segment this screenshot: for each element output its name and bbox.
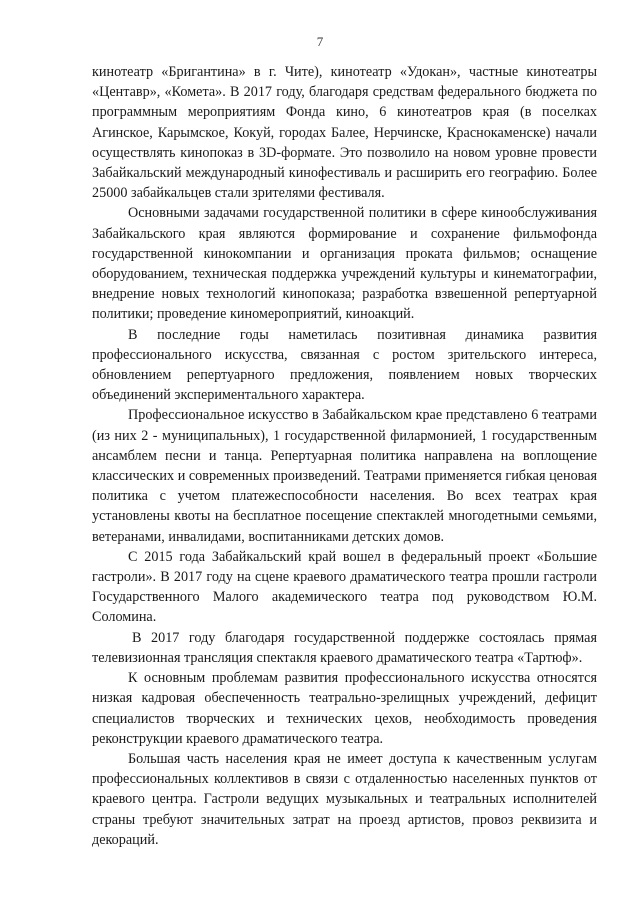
paragraph-problems: К основным проблемам развития профессионального искусства относятся низкая кадровая обеспеченность театрально-зрелищных учреждений, дефицит специалистов творческих и технических цехов, необходимость проведения реконструкции краевого драматического театра. [92, 670, 597, 747]
paragraph-tartuffe-broadcast: В 2017 году благодаря государственной поддержке состоялась прямая телевизионная трансляция спектакля краевого драматического театра «Тартюф». [92, 629, 597, 666]
paragraph-cinema-policy-tasks: Основными задачами государственной политики в сфере кинообслуживания Забайкальского края являются формирование и сохранение фильмофонда государственной кинокомпании и организация проката фильмов; оснащение оборудованием, техническая поддержка учреждений культуры и кинематографии, внедрение новых технологий кинопоказа; разработка взвешенной репертуарной политики; проведение киномероприятий, киноакций. [92, 205, 597, 323]
paragraph-theatres: Профессиональное искусство в Забайкальском крае представлено 6 театрами (из них 2 - муниципальных), 1 государственной филармонией, 1 государственным ансамблем песни и танца. Репертуарная политика направлена на воплощение классических и современных произведений. Театрами применяется гибкая ценовая политика с учетом платежеспособности населения. Во всех театрах края установлены квоты на бесплатное посещение спектаклей многодетными семьями, ветеранами, инвалидами, воспитанниками детских домов. [92, 407, 597, 545]
paragraph-big-tours: С 2015 года Забайкальский край вошел в федеральный проект «Большие гастроли». В 2017 году на сцене краевого драматического театра прошли гастроли Государственного Малого академического театра под руководством Ю.М. Соломина. [92, 548, 597, 626]
body-text [92, 62, 597, 850]
paragraph-cinemas-3d: кинотеатр «Бригантина» в г. Чите), кинотеатр «Удокан», частные кинотеатры «Центавр», «Комета». В 2017 году, благодаря средствам федерального бюджета по программным мероприятиям Фонда кино, 6 кинотеатров края (в поселках Агинское, Карымское, Кокуй, городах Балее, Нерчинске, Краснокаменске) начали осуществлять кинопоказ в 3D-формате. Это позволило на новом уровне провести Забайкальский международный кинофестиваль и расширить его географию. Более 25000 забайкальцев стали зрителями фестиваля. [92, 64, 597, 202]
page-number: 7 [316, 34, 324, 49]
paragraph-access: Большая часть населения края не имеет доступа к качественным услугам профессиональных коллективов в связи с отдаленностью населенных пунктов от краевого центра. Гастроли ведущих музыкальных и театральных исполнителей страны требуют значительных затрат на проезд артистов, провоз реквизита и декораций. [92, 750, 597, 848]
paragraph-positive-dynamics: В последние годы наметилась позитивная динамика развития профессионального искусства, связанная с ростом зрительского интереса, обновлением репертуарного предложения, появлением новых творческих объединений экспериментального характера. [92, 326, 597, 404]
